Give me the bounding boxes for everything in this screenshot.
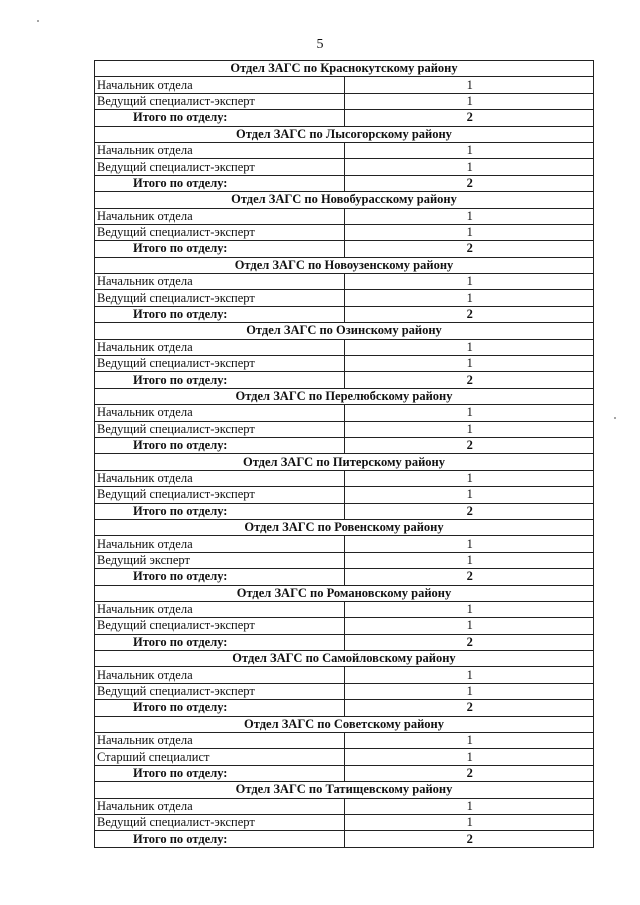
section-header-row	[95, 126, 594, 142]
total-row	[95, 175, 594, 191]
total-row	[95, 241, 594, 257]
total-row	[95, 372, 594, 388]
table-row	[95, 421, 594, 437]
position-count: 1	[344, 733, 594, 749]
position-name: Ведущий специалист-эксперт	[95, 683, 345, 699]
section-title: Отдел ЗАГС по Советскому району	[95, 716, 594, 732]
total-row	[95, 503, 594, 519]
table-row	[95, 77, 594, 93]
table-row	[95, 601, 594, 617]
table-row	[95, 470, 594, 486]
total-label: Итого по отделу:	[95, 110, 345, 126]
position-count: 1	[344, 683, 594, 699]
section-title: Отдел ЗАГС по Лысогорскому району	[95, 126, 594, 142]
position-name: Начальник отдела	[95, 798, 345, 814]
position-name: Начальник отдела	[95, 470, 345, 486]
position-count: 1	[344, 421, 594, 437]
total-row	[95, 110, 594, 126]
section-header-row	[95, 323, 594, 339]
table-row	[95, 618, 594, 634]
position-count: 1	[344, 290, 594, 306]
page-number: 5	[316, 37, 324, 52]
position-name: Начальник отдела	[95, 601, 345, 617]
position-name: Начальник отдела	[95, 536, 345, 552]
total-label: Итого по отделу:	[95, 765, 345, 781]
table-row	[95, 487, 594, 503]
section-header-row	[95, 585, 594, 601]
position-name: Ведущий специалист-эксперт	[95, 224, 345, 240]
table-row	[95, 274, 594, 290]
position-count: 1	[344, 208, 594, 224]
position-count: 1	[344, 667, 594, 683]
section-header-row	[95, 716, 594, 732]
table-row	[95, 208, 594, 224]
position-count: 1	[344, 814, 594, 830]
total-value: 2	[344, 503, 594, 519]
position-name: Ведущий специалист-эксперт	[95, 421, 345, 437]
position-count: 1	[344, 356, 594, 372]
position-count: 1	[344, 405, 594, 421]
table-row	[95, 93, 594, 109]
table-row	[95, 224, 594, 240]
position-count: 1	[344, 487, 594, 503]
section-header-row	[95, 651, 594, 667]
position-name: Начальник отдела	[95, 733, 345, 749]
section-title: Отдел ЗАГС по Новобурасскому району	[95, 192, 594, 208]
total-label: Итого по отделу:	[95, 372, 345, 388]
position-count: 1	[344, 339, 594, 355]
position-count: 1	[344, 159, 594, 175]
section-header-row	[95, 192, 594, 208]
position-count: 1	[344, 749, 594, 765]
position-name: Начальник отдела	[95, 77, 345, 93]
table-row	[95, 339, 594, 355]
total-label: Итого по отделу:	[95, 503, 345, 519]
total-row	[95, 306, 594, 322]
total-label: Итого по отделу:	[95, 437, 345, 453]
total-row	[95, 700, 594, 716]
position-count: 1	[344, 552, 594, 568]
total-label: Итого по отделу:	[95, 175, 345, 191]
position-name: Ведущий эксперт	[95, 552, 345, 568]
table-row	[95, 798, 594, 814]
table-row	[95, 749, 594, 765]
section-title: Отдел ЗАГС по Романовскому району	[95, 585, 594, 601]
position-count: 1	[344, 77, 594, 93]
table-row	[95, 405, 594, 421]
scan-speck	[614, 417, 616, 419]
table-row	[95, 552, 594, 568]
section-header-row	[95, 454, 594, 470]
table-row	[95, 733, 594, 749]
table-row	[95, 142, 594, 158]
total-value: 2	[344, 831, 594, 847]
total-value: 2	[344, 569, 594, 585]
total-value: 2	[344, 765, 594, 781]
position-name: Начальник отдела	[95, 274, 345, 290]
table-row	[95, 290, 594, 306]
total-value: 2	[344, 306, 594, 322]
position-name: Ведущий специалист-эксперт	[95, 93, 345, 109]
position-count: 1	[344, 93, 594, 109]
section-header-row	[95, 388, 594, 404]
position-count: 1	[344, 224, 594, 240]
position-name: Ведущий специалист-эксперт	[95, 356, 345, 372]
section-title: Отдел ЗАГС по Перелюбскому району	[95, 388, 594, 404]
total-label: Итого по отделу:	[95, 700, 345, 716]
total-row	[95, 634, 594, 650]
section-title: Отдел ЗАГС по Самойловскому району	[95, 651, 594, 667]
position-count: 1	[344, 470, 594, 486]
position-name: Начальник отдела	[95, 142, 345, 158]
section-header-row	[95, 61, 594, 77]
total-value: 2	[344, 110, 594, 126]
total-value: 2	[344, 437, 594, 453]
position-name: Начальник отдела	[95, 405, 345, 421]
section-title: Отдел ЗАГС по Ровенскому району	[95, 519, 594, 535]
section-title: Отдел ЗАГС по Татищевскому району	[95, 782, 594, 798]
total-value: 2	[344, 175, 594, 191]
position-name: Начальник отдела	[95, 339, 345, 355]
total-value: 2	[344, 372, 594, 388]
total-label: Итого по отделу:	[95, 569, 345, 585]
total-row	[95, 569, 594, 585]
section-title: Отдел ЗАГС по Питерскому району	[95, 454, 594, 470]
staffing-table	[94, 60, 594, 848]
total-label: Итого по отделу:	[95, 306, 345, 322]
table-row	[95, 159, 594, 175]
section-header-row	[95, 782, 594, 798]
total-row	[95, 831, 594, 847]
table-row	[95, 667, 594, 683]
staffing-table-body	[95, 61, 594, 848]
position-count: 1	[344, 142, 594, 158]
section-header-row	[95, 519, 594, 535]
position-count: 1	[344, 618, 594, 634]
position-count: 1	[344, 536, 594, 552]
table-row	[95, 536, 594, 552]
total-value: 2	[344, 634, 594, 650]
total-value: 2	[344, 241, 594, 257]
table-row	[95, 356, 594, 372]
table-row	[95, 683, 594, 699]
position-name: Ведущий специалист-эксперт	[95, 487, 345, 503]
total-row	[95, 765, 594, 781]
position-name: Ведущий специалист-эксперт	[95, 814, 345, 830]
position-name: Ведущий специалист-эксперт	[95, 618, 345, 634]
scan-speck	[37, 20, 39, 22]
position-name: Начальник отдела	[95, 667, 345, 683]
position-name: Старший специалист	[95, 749, 345, 765]
position-count: 1	[344, 601, 594, 617]
section-title: Отдел ЗАГС по Краснокутскому району	[95, 61, 594, 77]
table-row	[95, 814, 594, 830]
total-row	[95, 437, 594, 453]
position-count: 1	[344, 274, 594, 290]
section-title: Отдел ЗАГС по Озинскому району	[95, 323, 594, 339]
total-label: Итого по отделу:	[95, 241, 345, 257]
position-name: Ведущий специалист-эксперт	[95, 290, 345, 306]
total-label: Итого по отделу:	[95, 634, 345, 650]
section-header-row	[95, 257, 594, 273]
section-title: Отдел ЗАГС по Новоузенскому району	[95, 257, 594, 273]
total-label: Итого по отделу:	[95, 831, 345, 847]
position-count: 1	[344, 798, 594, 814]
total-value: 2	[344, 700, 594, 716]
position-name: Начальник отдела	[95, 208, 345, 224]
position-name: Ведущий специалист-эксперт	[95, 159, 345, 175]
